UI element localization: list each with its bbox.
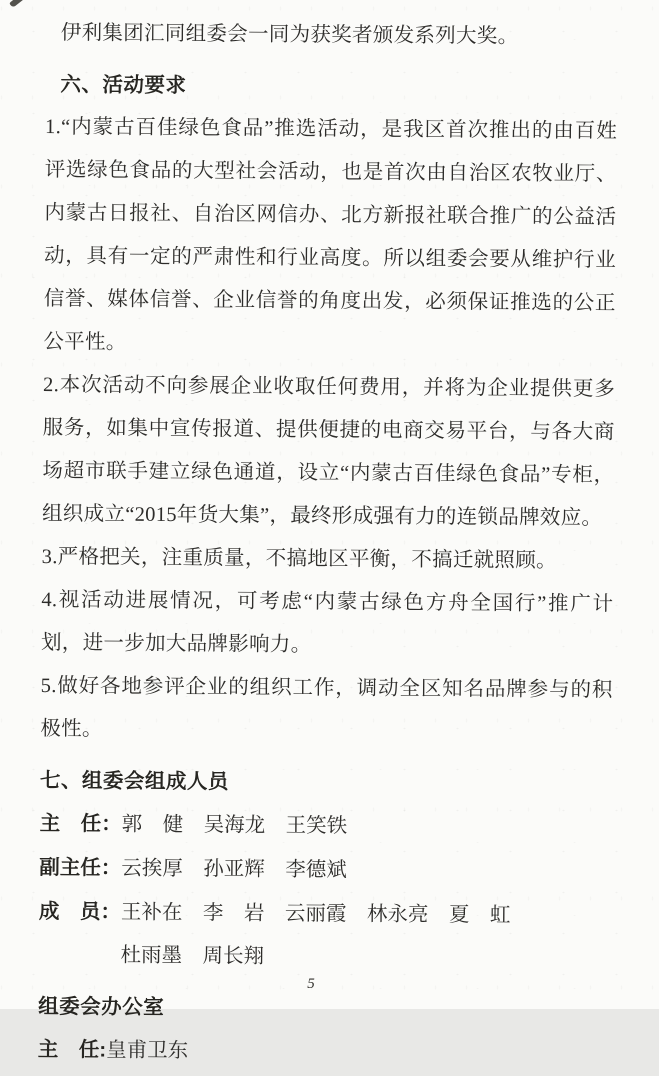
section-7-heading: 七、组委会组成人员 (39, 768, 230, 794)
role-row-members-continued (38, 934, 610, 981)
role-label-office-director: 主 任: (37, 1037, 107, 1062)
role-names-members: 王补在 李 岩 云丽霞 林永亮 夏 虹 (120, 901, 511, 927)
section-6-item-1: 1.“内蒙古百佳绿色食品”推选活动，是我区首次推出的由百姓评选绿色食品的大型社会活动，也是首次由自治区农牧业厅、内蒙古日报社、自治区网信办、北方新报社联合推广的公益活动，具有一定的严肃性和行业高度。所以组委会要从维护行业信誉、媒体信誉、企业信誉的角度出发，必须保证推选的公正公平性。 (43, 115, 618, 354)
scan-artifact-mark (9, 0, 27, 8)
paragraph-intro: 伊利集团汇同组委会一同为获奖者颁发系列大奖。 (60, 22, 519, 48)
section-6-item-2: 2.本次活动不向参展企业收取任何费用，并将为企业提供更多服务，如集中宣传报道、提供便捷的电商交易平台，与各大商场超市联手建立绿色通道，设立“内蒙古百佳绿色食品”专柜，组织成立“2015年货大集”，最终形成强有力的连锁品牌效应。 (41, 373, 616, 530)
section-6-item-4: 4.视活动进展情况，可考虑“内蒙古绿色方舟全国行”推广计划，进一步加大品牌影响力。 (40, 588, 614, 657)
page-content (38, 12, 618, 1076)
section-6-item-3: 3.严格把关，注重质量，不搞地区平衡，不搞迁就照顾。 (41, 545, 557, 573)
office-heading: 组委会办公室 (38, 994, 165, 1019)
section-6-heading: 六、活动要求 (60, 73, 187, 98)
role-row-director (39, 802, 611, 850)
page-number: 5 (307, 976, 315, 992)
role-names-members-continued: 杜雨墨 周长翔 (120, 944, 265, 968)
role-label-director: 主 任： (39, 811, 122, 836)
role-row-office-director (38, 1028, 610, 1076)
role-names-deputy-director: 云挨厚 孙亚辉 李德斌 (121, 857, 347, 882)
role-names-office-director: 皇甫卫东 (106, 1039, 189, 1063)
role-names-director: 郭 健 吴海龙 王笑铁 (121, 813, 348, 838)
section-6-item-5: 5.做好各地参评企业的组织工作，调动全区知名品牌参与的积极性。 (40, 674, 613, 741)
role-row-members (39, 890, 611, 938)
role-row-deputy-director (39, 846, 611, 894)
role-label-deputy-director: 副主任： (39, 855, 122, 880)
role-label-members: 成 员： (38, 899, 122, 924)
